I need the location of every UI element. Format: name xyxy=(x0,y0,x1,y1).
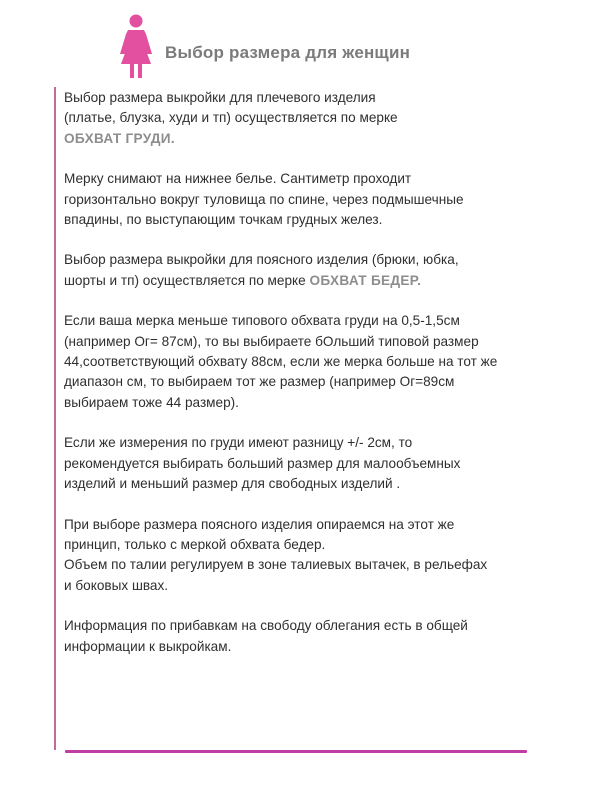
text-line: (например Ог= 87см), то вы выбираете бОльший типовой размер xyxy=(64,333,479,349)
text-line: Мерку снимают на нижнее белье. Сантиметр проходит xyxy=(64,171,412,187)
highlight-bust: ОБХВАТ ГРУДИ. xyxy=(64,130,175,146)
paragraph-bust-size xyxy=(64,88,564,149)
text-line xyxy=(64,271,564,291)
highlight-hip: ОБХВАТ БЕДЕР. xyxy=(309,272,422,288)
text-segment: шорты и тп) осуществляется по мерке xyxy=(64,272,310,288)
text-line: 44,соответствующий обхвату 88см, если же мерка больше на тот же xyxy=(64,354,498,370)
text-line: выбираем тоже 44 размер). xyxy=(64,394,239,410)
text-line: горизонтально вокруг туловища по спине, через подмышечные xyxy=(64,191,464,207)
paragraph-size-example xyxy=(64,311,564,413)
left-divider xyxy=(54,87,56,750)
woman-icon xyxy=(118,14,154,80)
text-line: Если же измерения по груди имеют разницу +/- 2см, то xyxy=(64,435,413,451)
text-line: диапазон см, то выбираем тот же размер (например Ог=89см xyxy=(64,374,455,390)
text-line: изделий и меньший размер для свободных изделий . xyxy=(64,476,401,492)
text-line: рекомендуется выбирать больший размер для малообъемных xyxy=(64,455,461,471)
header xyxy=(0,0,608,90)
document-body xyxy=(64,88,564,657)
paragraph-measuring xyxy=(64,169,564,230)
paragraph-allowances xyxy=(64,616,564,657)
text-line: (платье, блузка, худи и тп) осуществляется по мерке xyxy=(64,110,398,126)
text-line: Если ваша мерка меньше типового обхвата груди на 0,5-1,5см xyxy=(64,313,460,329)
text-line: Выбор размера выкройки для поясного изделия (брюки, юбка, xyxy=(64,252,459,268)
text-line: Выбор размера выкройки для плечевого изделия xyxy=(64,90,376,105)
text-line: и боковых швах. xyxy=(64,577,169,593)
text-line: При выборе размера поясного изделия опираемся на этот же xyxy=(64,516,455,532)
paragraph-hip-size xyxy=(64,250,564,291)
page-title: Выбор размера для женщин xyxy=(165,43,411,62)
text-line: информации к выкройкам. xyxy=(64,638,232,654)
text-line: впадины, по выступающим точкам грудных желез. xyxy=(64,212,383,228)
paragraph-difference xyxy=(64,433,564,494)
bottom-divider xyxy=(65,750,527,753)
text-line: Объем по талии регулируем в зоне талиевых вытачек, в рельефах xyxy=(64,557,488,573)
text-line: Информация по прибавкам на свободу облегания есть в общей xyxy=(64,618,468,634)
text-line xyxy=(64,129,564,149)
text-line: принцип, только с меркой обхвата бедер. xyxy=(64,536,326,552)
paragraph-waist xyxy=(64,515,564,597)
